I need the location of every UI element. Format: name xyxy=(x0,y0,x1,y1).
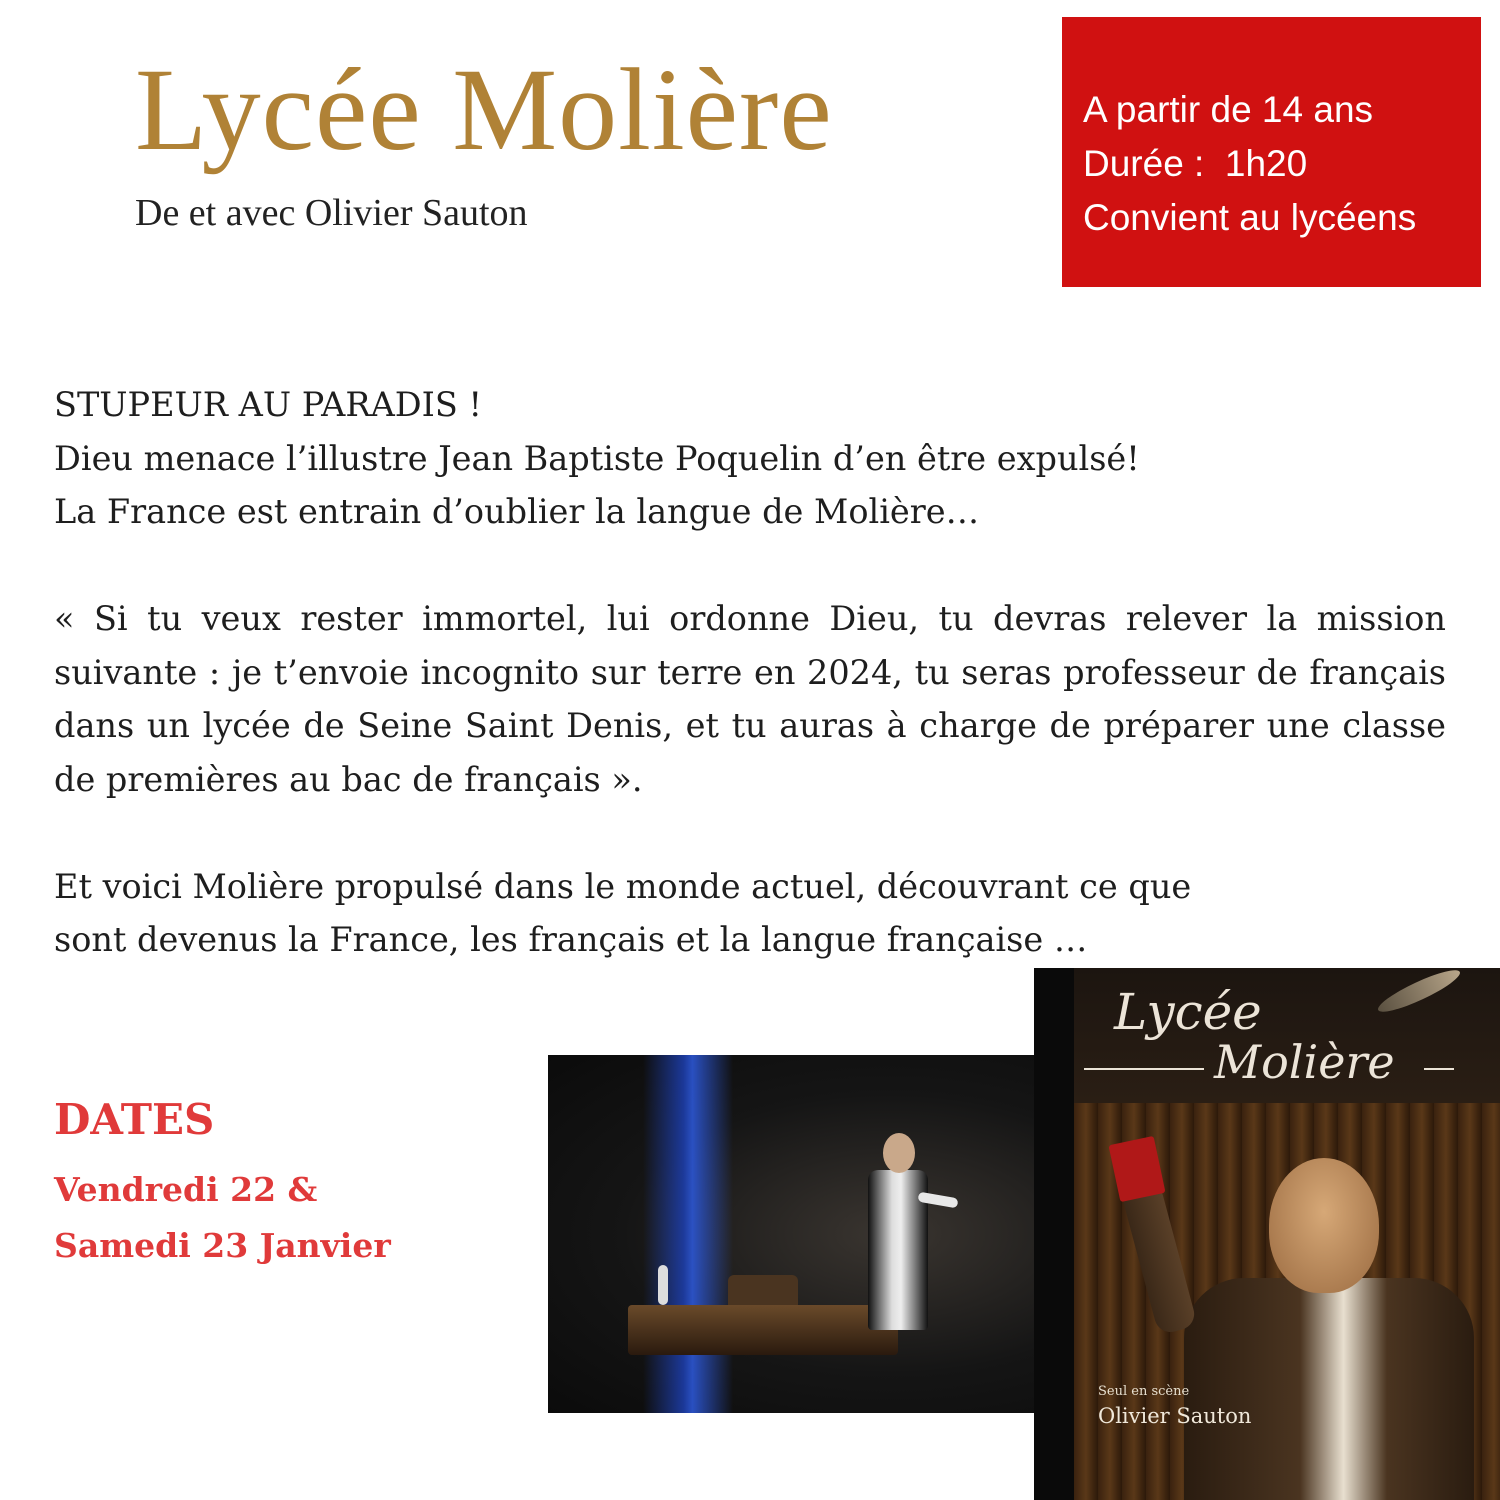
synopsis-line: Et voici Molière propulsé dans le monde actuel, découvrant ce que xyxy=(54,866,1192,906)
age-info: A partir de 14 ans xyxy=(1083,89,1374,130)
blue-curtain xyxy=(643,1055,733,1413)
desk xyxy=(628,1305,898,1355)
actor-head xyxy=(883,1133,915,1173)
poster-actor-coat xyxy=(1184,1278,1474,1500)
poster-title-line-2: Molière xyxy=(1214,1035,1395,1089)
dates-heading: DATES xyxy=(54,1095,215,1144)
duration-info: Durée : 1h20 xyxy=(1083,143,1308,184)
poster-rule-left xyxy=(1084,1068,1204,1070)
page-title: Lycée Molière xyxy=(135,44,833,175)
date-line-1: Vendredi 22 & xyxy=(54,1170,318,1209)
poster-title-line-1: Lycée xyxy=(1114,983,1262,1041)
show-poster xyxy=(1034,968,1500,1500)
poster-rule-right xyxy=(1424,1068,1454,1070)
poster-performer: Olivier Sauton xyxy=(1098,1404,1252,1428)
synopsis-quote: « Si tu veux rester immortel, lui ordonne Dieu, tu devras relever la mission suivante : je t’envoie incognito sur terre en 2024, tu seras professeur de français dans un lycée de Seine Saint Denis, et tu auras à charge de préparer une classe de premières au bac de français ». xyxy=(54,599,1446,799)
synopsis-line: sont devenus la France, les français et la langue française … xyxy=(54,920,1088,959)
synopsis-line: La France est entrain d’oublier la langue de Molière… xyxy=(54,492,980,531)
poster-tagline: Seul en scène xyxy=(1098,1384,1190,1399)
poster-actor-head xyxy=(1269,1158,1379,1293)
page-subtitle: De et avec Olivier Sauton xyxy=(135,192,528,234)
synopsis-line: Dieu menace l’illustre Jean Baptiste Poquelin d’en être expulsé! xyxy=(54,438,1140,478)
stage-photo xyxy=(548,1055,1035,1413)
date-line-2: Samedi 23 Janvier xyxy=(54,1226,391,1265)
quill-icon xyxy=(658,1265,668,1305)
info-box xyxy=(1062,17,1481,287)
audience-info: Convient au lycéens xyxy=(1083,197,1417,238)
synopsis xyxy=(54,378,1446,967)
synopsis-line: STUPEUR AU PARADIS ! xyxy=(54,385,482,424)
